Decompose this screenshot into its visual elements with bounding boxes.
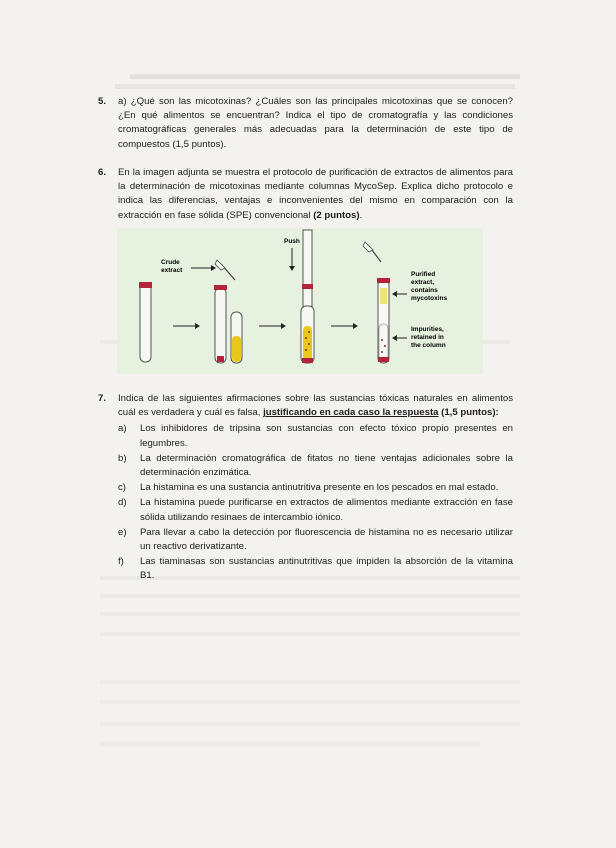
pointer-arrow-icon	[392, 291, 407, 297]
question-text	[118, 392, 513, 420]
list-item	[118, 496, 513, 524]
question-5	[100, 95, 513, 152]
bleed-through-line	[100, 700, 520, 704]
question-intro-underlined: justificando en cada caso la respuesta	[263, 407, 439, 419]
bleed-through-line	[100, 680, 520, 684]
label-purified-extract: extract,	[411, 279, 435, 286]
item-text: La determinación cromatográfica de fitatos no tiene ventajas adicionales sobre la determinación enzimática.	[140, 452, 513, 479]
item-letter: b)	[118, 452, 127, 464]
label-column: the column	[411, 342, 446, 349]
question-6	[100, 166, 513, 223]
item-letter: f)	[118, 556, 124, 568]
pipette-icon	[363, 242, 381, 262]
label-purified: Purified	[411, 271, 436, 278]
column-pushed	[301, 230, 314, 363]
question-number: 6.	[98, 167, 107, 178]
bleed-through-line	[100, 722, 520, 726]
item-letter: a)	[118, 423, 127, 435]
label-extract: extract	[161, 267, 183, 274]
item-text: Las tiaminasas son sustancias antinutritivas que impiden la absorción de la vitamina B1.	[140, 556, 513, 582]
list-item	[118, 422, 513, 450]
item-text: La histamina es una sustancia antinutritiva presente en los pescados en mal estado.	[140, 482, 499, 494]
item-text: Los inhibidores de tripsina son sustancias con efecto tóxico propio presentes en legumbres.	[140, 423, 513, 449]
question-points: (2 puntos)	[313, 209, 360, 221]
label-impurities: Impurities,	[411, 326, 444, 333]
pointer-arrow-icon	[392, 335, 407, 341]
mycosep-protocol-figure	[117, 228, 483, 374]
column-separated	[377, 278, 390, 363]
question-number: 5.	[98, 96, 107, 107]
mycosep-protocol-diagram	[117, 228, 483, 374]
bleed-through-line	[100, 632, 520, 636]
bleed-through-line	[100, 742, 480, 746]
arrow-icon	[331, 323, 358, 329]
question-7	[100, 392, 513, 585]
label-retained: retained in	[411, 334, 444, 341]
list-item	[118, 526, 513, 554]
item-letter: e)	[118, 526, 127, 538]
label-crude: Crude	[161, 259, 180, 266]
test-tube-liquid	[231, 312, 242, 363]
arrow-icon	[259, 323, 286, 329]
list-item	[118, 555, 513, 583]
question-text-main: En la imagen adjunta se muestra el protocolo de purificación de extractos de alimentos para la determinación de micotoxinas mediante columnas MycoSep. Explica dicho protocolo e indica las diferencias, ventajas e inconvenientes del mismo en comparación con la extracción en fase sólida (SPE) convencional	[118, 167, 513, 221]
pipette-icon	[215, 260, 235, 280]
question-intro: Indica de las siguientes afirmaciones sobre las sustancias tóxicas naturales en alimentos cuál es verdadera y cuál es falsa,	[118, 393, 513, 419]
question-points: (1,5 puntos):	[438, 407, 499, 419]
list-item	[118, 452, 513, 480]
bleed-through-line	[100, 594, 520, 598]
test-tube-with-column	[214, 285, 227, 363]
item-letter: c)	[118, 482, 126, 494]
item-text: Para llevar a cabo la detección por fluorescencia de histamina no es necesario utilizar un reactivo derivatizante.	[140, 526, 513, 553]
item-text: La histamina puede purificarse en extractos de alimentos mediante extracción en fase sólida utilizando resinaes de intercambio iónico.	[140, 497, 513, 523]
question-number: 7.	[98, 393, 107, 404]
arrow-icon	[173, 323, 200, 329]
push-arrow-icon	[289, 248, 295, 271]
statement-list	[118, 422, 513, 583]
label-push: Push	[284, 238, 300, 245]
label-mycotoxins: mycotoxins	[411, 295, 448, 302]
test-tube-crude	[139, 282, 152, 362]
label-contains: contains	[411, 287, 438, 294]
question-text: a) ¿Qué son las micotoxinas? ¿Cuáles son las principales micotoxinas que se conocen? ¿En qué alimentos se encuentran? Indica el tipo de cromatografía y las condiciones cromatográficas generales más adecuadas para la determinación de este tipo de compuestos (1,5 puntos).	[118, 96, 513, 150]
arrow-icon	[191, 265, 216, 271]
bleed-through-line	[130, 74, 520, 79]
list-item	[118, 481, 513, 495]
item-letter: d)	[118, 497, 127, 509]
question-text-end: .	[359, 209, 363, 221]
question-text	[118, 166, 513, 223]
bleed-through-line	[115, 84, 515, 89]
bleed-through-line	[100, 612, 520, 616]
